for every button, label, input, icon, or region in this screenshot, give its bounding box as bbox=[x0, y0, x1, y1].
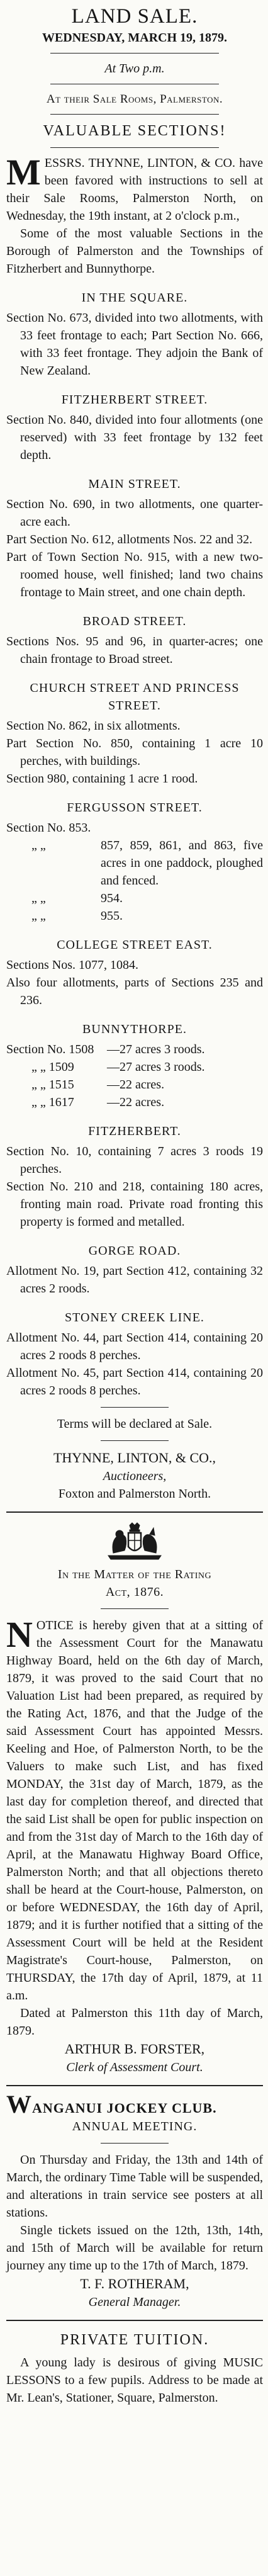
land-sale-title: LAND SALE. bbox=[71, 5, 198, 28]
heading-bunnythorpe: BUNNYTHORPE. bbox=[82, 1022, 187, 1036]
bunnythorpe-row bbox=[6, 1058, 263, 1076]
jockey-signature: T. F. ROTHERAM, bbox=[80, 2276, 189, 2291]
divider bbox=[101, 1440, 169, 1441]
jockey-club-subtitle: ANNUAL MEETING. bbox=[72, 2120, 198, 2133]
college-street-item: Sections Nos. 1077, 1084. bbox=[6, 958, 138, 972]
auctioneer-place: Foxton and Palmerston North. bbox=[58, 1487, 211, 1501]
section-divider bbox=[6, 2085, 263, 2086]
row-label: Section No. 853. bbox=[6, 821, 91, 835]
main-street-item: Part of Town Section No. 915, with a new two-roomed house, well finished; land two chains frontage to Main street, and one chain depth. bbox=[6, 550, 263, 599]
heading-fergusson-street: FERGUSSON STREET. bbox=[67, 801, 203, 815]
notice-body-text: OTICE is hereby given that at a sitting of the Assessment Court for the Manawatu Highway Board, held on the 6th day of March, 1879, it was proved to the said Court that no Valuation List had been prepared, as required by the Rating Act, 1876, and that the Judge of the said Assessment Court has appointed Messrs. Keeling and Hoe, of Palmerston North, to be the Valuers to make such List, and has fixed MONDAY, the 31st day of March, 1879, as the last day for completion thereof, and directed that the said List shall be open for public inspection on and from the 31st day of March to the 16th day of April, at the Manawatu Highway Board Office, Palmerston North; and that all objections thereto shall be heard at the Court-house, Palmerston, on or before WEDNESDAY, the 16th day of April, 1879; and it is further notified that a sitting of the Assessment Court will be held at the Resident Magistrate's Court-house, Palmerston, on THURSDAY, the 17th day of April, 1879, at 11 a.m. bbox=[6, 1618, 263, 2003]
divider bbox=[101, 2143, 169, 2144]
notice-signature: ARTHUR B. FORSTER, bbox=[64, 2041, 205, 2057]
row-value: —22 acres. bbox=[107, 1078, 165, 1092]
row-value: 857, 859, 861, and 863, five acres in one paddock, ploughed and fenced. bbox=[101, 839, 263, 888]
fergusson-row bbox=[6, 890, 263, 907]
bunnythorpe-row bbox=[6, 1041, 263, 1058]
notice-signature-role: Clerk of Assessment Court. bbox=[66, 2060, 203, 2074]
section-divider bbox=[6, 2320, 263, 2321]
fergusson-row bbox=[6, 819, 263, 837]
row-value bbox=[101, 819, 263, 837]
fitzherbert-item: Section No. 210 and 218, containing 180 acres, fronting main road. Private road fronting this property is formed and metalled. bbox=[6, 1180, 263, 1229]
heading-church-street: CHURCH STREET AND PRINCESS STREET. bbox=[30, 681, 240, 713]
divider bbox=[50, 53, 219, 54]
row-label: „ „ bbox=[31, 891, 46, 905]
gorge-road-text: Allotment No. 19, part Section 412, containing 32 acres 2 roods. bbox=[6, 1264, 263, 1296]
divider bbox=[50, 147, 219, 148]
notice-dated: Dated at Palmerston this 11th day of March, 1879. bbox=[6, 2006, 263, 2038]
church-street-item: Section 980, containing 1 acre 1 rood. bbox=[6, 772, 198, 786]
notice-body bbox=[6, 1614, 263, 2004]
sale-time: At Two p.m. bbox=[104, 62, 165, 76]
divider bbox=[50, 114, 219, 115]
notice-header-1: In the Matter of the Rating bbox=[57, 1568, 212, 1581]
section-divider bbox=[6, 1511, 263, 1513]
row-value: —22 acres. bbox=[107, 1095, 165, 1109]
college-street-item: Also four allotments, parts of Sections 235 and 236. bbox=[6, 976, 263, 1007]
row-value: 955. bbox=[101, 909, 123, 923]
heading-college-street: COLLEGE STREET EAST. bbox=[57, 938, 213, 952]
row-label: Section No. 1508 bbox=[6, 1042, 94, 1056]
church-street-item: Section No. 862, in six allotments. bbox=[6, 719, 181, 733]
row-label: „ „ 1515 bbox=[31, 1078, 74, 1092]
heading-main-street: MAIN STREET. bbox=[88, 477, 181, 491]
fergusson-row bbox=[6, 907, 263, 925]
heading-fitzherbert: FITZHERBERT. bbox=[88, 1124, 181, 1138]
divider bbox=[101, 1407, 169, 1408]
heading-fitzherbert-street: FITZHERBERT STREET. bbox=[61, 393, 208, 407]
jockey-club-title bbox=[6, 2090, 263, 2118]
bunnythorpe-row bbox=[6, 1093, 263, 1111]
row-label: „ „ 1617 bbox=[31, 1095, 74, 1109]
heading-gorge-road: GORGE ROAD. bbox=[88, 1244, 181, 1258]
sale-terms: Terms will be declared at Sale. bbox=[57, 1417, 213, 1431]
sale-date: WEDNESDAY, MARCH 19, 1879. bbox=[42, 31, 228, 45]
row-label: „ „ bbox=[31, 909, 46, 923]
bunnythorpe-row bbox=[6, 1076, 263, 1093]
heading-stoney-creek: STONEY CREEK LINE. bbox=[65, 1311, 204, 1325]
tuition-title: PRIVATE TUITION. bbox=[60, 2332, 209, 2348]
fergusson-row bbox=[6, 837, 263, 890]
sale-intro bbox=[6, 154, 263, 225]
fitzherbert-street-text: Section No. 840, divided into four allotments (one reserved) with 33 feet frontage by 132 feet depth. bbox=[6, 413, 263, 462]
main-street-item: Part Section No. 612, allotments Nos. 22 and 32. bbox=[6, 533, 253, 546]
row-value: —27 acres 3 roods. bbox=[107, 1060, 205, 1074]
broad-street-text: Sections Nos. 95 and 96, in quarter-acres; one chain frontage to Broad street. bbox=[6, 635, 263, 666]
notice-header-2: Act, 1876. bbox=[105, 1585, 164, 1599]
row-label: „ „ bbox=[31, 839, 46, 852]
jockey-signature-role: General Manager. bbox=[88, 2295, 181, 2309]
church-street-item: Part Section No. 850, containing 1 acre 10 perches, with buildings. bbox=[6, 737, 263, 768]
row-value: —27 acres 3 roods. bbox=[107, 1042, 205, 1056]
jockey-club-body: On Thursday and Friday, the 13th and 14th of March, the ordinary Time Table will be suspended, and alterations in train service see posters at all stations. bbox=[6, 2153, 263, 2220]
fitzherbert-item: Section No. 10, containing 7 acres 3 roods 19 perches. bbox=[6, 1144, 263, 1176]
heading-square: IN THE SQUARE. bbox=[81, 291, 188, 305]
drop-cap: N bbox=[6, 1614, 33, 1655]
sale-intro-text: ESSRS. THYNNE, LINTON, & CO. have been favored with instructions to sell at their Sale Rooms, Palmerston North, on Wednesday, the 19th instant, at 2 o'clock p.m., bbox=[6, 156, 263, 223]
auctioneer-firm: THYNNE, LINTON, & CO., bbox=[53, 1450, 216, 1466]
sale-intro-2: Some of the most valuable Sections in the Borough of Palmerston and the Townships of Fitzherbert and Bunnythorpe. bbox=[6, 227, 263, 276]
drop-cap: M bbox=[6, 152, 41, 193]
sale-venue: At their Sale Rooms, Palmerston. bbox=[46, 93, 223, 106]
square-text: Section No. 673, divided into two allotments, with 33 feet frontage to each; Part Section No. 666, with 33 feet frontage. They adjoin the Bank of New Zealand. bbox=[6, 311, 263, 378]
row-value: 954. bbox=[101, 891, 123, 905]
royal-coat-of-arms-icon bbox=[104, 1522, 165, 1563]
main-street-item: Section No. 690, in two allotments, one quarter-acre each. bbox=[6, 497, 263, 529]
tuition-body: A young lady is desirous of giving MUSIC LESSONS to a few pupils. Address to be made at Mr. Lean's, Stationer, Square, Palmerston. bbox=[6, 2356, 263, 2405]
heading-broad-street: BROAD STREET. bbox=[82, 614, 187, 628]
valuable-sections-headline: VALUABLE SECTIONS! bbox=[43, 123, 226, 139]
stoney-creek-item: Allotment No. 45, part Section 414, containing 20 acres 2 roods 8 perches. bbox=[6, 1366, 263, 1398]
divider bbox=[101, 1608, 169, 1609]
jockey-club-title-text: ANGANUI JOCKEY CLUB. bbox=[32, 2100, 217, 2116]
stoney-creek-item: Allotment No. 44, part Section 414, containing 20 acres 2 roods 8 perches. bbox=[6, 1331, 263, 1362]
row-label: „ „ 1509 bbox=[31, 1060, 74, 1074]
auctioneer-role: Auctioneers, bbox=[103, 1469, 167, 1483]
jockey-club-body-2: Single tickets issued on the 12th, 13th, 14th, and 15th of March will be available for return journey any time up to the 17th of March, 1879. bbox=[6, 2223, 263, 2273]
drop-cap: W bbox=[6, 2090, 32, 2118]
